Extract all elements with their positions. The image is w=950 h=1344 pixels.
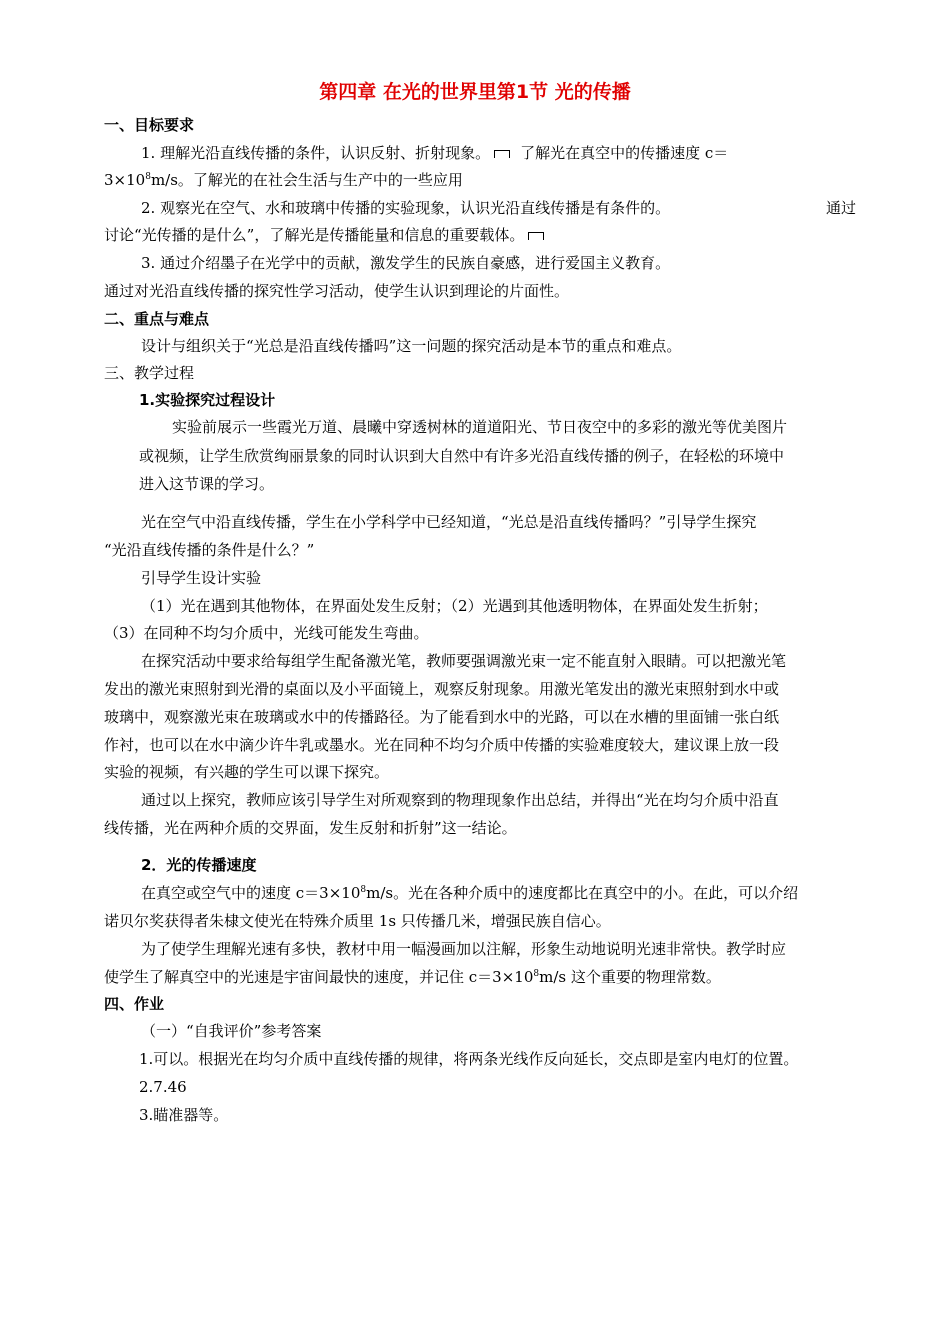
paragraph-line: 引导学生设计实验 [141, 569, 262, 587]
paragraph-line: 为了使学生理解光速有多快，教材中用一幅漫画加以注解，形象生动地说明光速非常快。教学时应 [141, 940, 787, 958]
speed-value: 3×10 [104, 171, 146, 189]
paragraph-line: （1）光在遇到其他物体，在界面处发生反射；（2）光遇到其他透明物体，在界面处发生折射； [141, 597, 768, 615]
paragraph-line [141, 883, 798, 903]
speed-exponent: 8 [145, 172, 151, 182]
goal-item-1-text-a: 1. 理解光沿直线传播的条件，认识反射、折射现象。 [141, 144, 491, 162]
goal-item-1-tail: m/s。了解光的在社会生活与生产中的一些应用 [150, 171, 463, 189]
goal-item-3: 3. 通过介绍墨子在光学中的贡献，激发学生的民族自豪感，进行爱国主义教育。 [141, 254, 671, 272]
section-heading-goals: 一、目标要求 [104, 116, 195, 134]
goal-item-1-cont [104, 170, 463, 190]
speed-exponent: 8 [360, 885, 367, 895]
placeholder-mark-icon [528, 232, 544, 240]
goal-item-1 [141, 143, 728, 163]
paragraph-line: 实验的视频，有兴趣的学生可以课下探究。 [104, 763, 390, 781]
key-points-text: 设计与组织关于“光总是沿直线传播吗”这一问题的探究活动是本节的重点和难点。 [141, 337, 682, 355]
answer-3: 3.瞄准器等。 [139, 1106, 229, 1124]
answer-2: 2.7.46 [139, 1078, 187, 1096]
speed-constant-text-a: 使学生了解真空中的光速是宇宙间最快的速度，并记住 c＝3×10 [104, 968, 534, 986]
paragraph-line: 诺贝尔奖获得者朱棣文使光在特殊介质里 1s 只传播几米，增强民族自信心。 [104, 912, 611, 930]
paragraph-line: “光沿直线传播的条件是什么？” [104, 541, 315, 559]
paragraph-line: 线传播，光在两种介质的交界面，发生反射和折射”这一结论。 [104, 819, 517, 837]
goal-item-2-b: 通过 [826, 199, 857, 217]
paragraph-line: 通过以上探究，教师应该引导学生对所观察到的物理现象作出总结，并得出“光在均匀介质中沿直 [141, 791, 779, 809]
paragraph-line: 发出的激光束照射到光滑的桌面以及小平面镜上，观察反射现象。用激光笔发出的激光束照射到水中或 [104, 680, 780, 698]
paragraph-line [104, 967, 721, 987]
speed-text-a: 在真空或空气中的速度 c＝3×10 [141, 884, 361, 902]
speed-constant-text-b: m/s 这个重要的物理常数。 [539, 968, 721, 986]
subheading-speed-of-light: 2．光的传播速度 [141, 856, 257, 874]
subheading-experiment-design: 1.实验探究过程设计 [139, 391, 276, 409]
placeholder-mark-icon [494, 150, 510, 158]
speed-text-b: m/s。光在各种介质中的速度都比在真空中的小。在此，可以介绍 [366, 884, 799, 902]
goal-item-2-cont [104, 225, 548, 245]
paragraph-line: 在探究活动中要求给每组学生配备激光笔，教师要强调激光束一定不能直射入眼睛。可以把激光笔 [141, 652, 787, 670]
homework-subheading: （一）“自我评价”参考答案 [141, 1022, 322, 1040]
paragraph-line: 或视频，让学生欣赏绚丽景象的同时认识到大自然中有许多光沿直线传播的例子，在轻松的环境中 [139, 447, 785, 465]
paragraph-line: 光在空气中沿直线传播，学生在小学科学中已经知道，“光总是沿直线传播吗？”引导学生探究 [141, 513, 757, 531]
section-heading-key-points: 二、重点与难点 [104, 310, 210, 328]
section-heading-homework: 四、作业 [104, 995, 165, 1013]
speed-exponent: 8 [533, 969, 540, 979]
paragraph-line: 实验前展示一些霞光万道、晨曦中穿透树林的道道阳光、节日夜空中的多彩的激光等优美图片 [172, 418, 788, 436]
goal-item-2: 2. 观察光在空气、水和玻璃中传播的实验现象，认识光沿直线传播是有条件的。 [141, 199, 671, 217]
paragraph-line: 进入这节课的学习。 [139, 475, 275, 493]
page-title: 第四章 在光的世界里第1节 光的传播 [319, 81, 631, 103]
paragraph-line: （3）在同种不均匀介质中，光线可能发生弯曲。 [104, 624, 429, 642]
goal-item-2-tail: 讨论“光传播的是什么”，了解光是传播能量和信息的重要载体。 [104, 226, 525, 244]
goal-item-3-cont: 通过对光沿直线传播的探究性学习活动，使学生认识到理论的片面性。 [104, 282, 570, 300]
section-heading-process: 三、教学过程 [104, 364, 195, 382]
paragraph-line: 玻璃中，观察激光束在玻璃或水中的传播路径。为了能看到水中的光路，可以在水槽的里面铺一张白纸 [104, 708, 780, 726]
paragraph-line: 作衬，也可以在水中滴少许牛乳或墨水。光在同种不均匀介质中传播的实验难度较大，建议课上放一段 [104, 736, 780, 754]
answer-1: 1.可以。根据光在均匀介质中直线传播的规律，将两条光线作反向延长，交点即是室内电灯的位置。 [139, 1050, 799, 1068]
goal-item-1-text-b: 了解光在真空中的传播速度 c＝ [520, 144, 729, 162]
